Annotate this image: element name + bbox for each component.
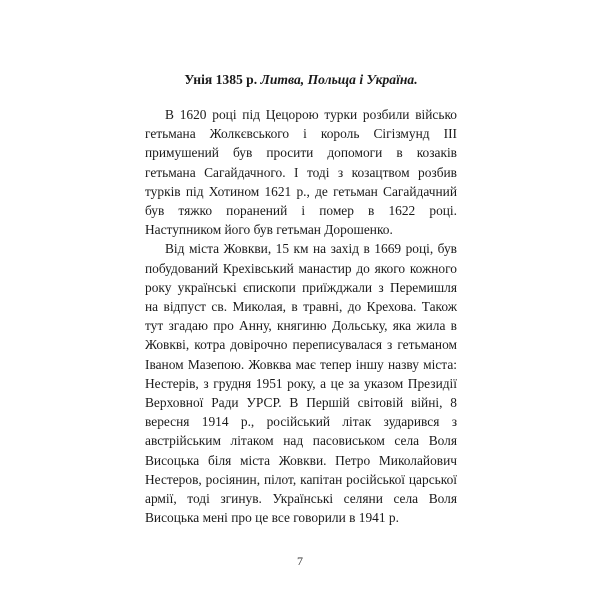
section-title <box>145 70 457 89</box>
section-title-italic: Литва, Польща і Україна. <box>260 72 418 87</box>
paragraph-1: В 1620 році під Цецорою турки розбили військо гетьмана Жолкєвського і король Сігізмунд ІІІ примушений був просити допомоги в козаків гетьмана Сагайдачного. І тоді з козацтвом розбив турків під Хотином 1621 р., де гетьман Сагайдачний був тяжко поранений і помер в 1622 році. Наступником його був гетьман Дорошенко. <box>145 107 457 238</box>
page-number: 7 <box>297 554 303 568</box>
text-block <box>145 70 457 527</box>
paragraph-2: Від міста Жовкви, 15 км на захід в 1669 році, був побудований Крехівський манастир до якого кожного року українські єпископи приїжджали з Перемишля на відпуст св. Миколая, в травні, до Крехова. Також тут згадаю про Анну, княгиню Дольську, яка жила в Жовкві, котра довірочно переписувалася з гетьманом Іваном Мазепою. Жовква має тепер іншу назву міста: Нестерів, з грудня 1951 року, а це за указом Президії Верховної Ради УРСР. В Першій світовій війні, 8 вересня 1914 р., російський літак зударився з австрійським літаком над пасовиськом села Воля Висоцька біля міста Жовкви. Петро Миколайович Нестеров, росіянин, пілот, капітан російської царської армії, тоді згинув. Українські селяни села Воля Висоцька мені про це все говорили в 1941 р. <box>145 241 457 526</box>
section-title-prefix: Унія 1385 р. <box>184 72 261 87</box>
